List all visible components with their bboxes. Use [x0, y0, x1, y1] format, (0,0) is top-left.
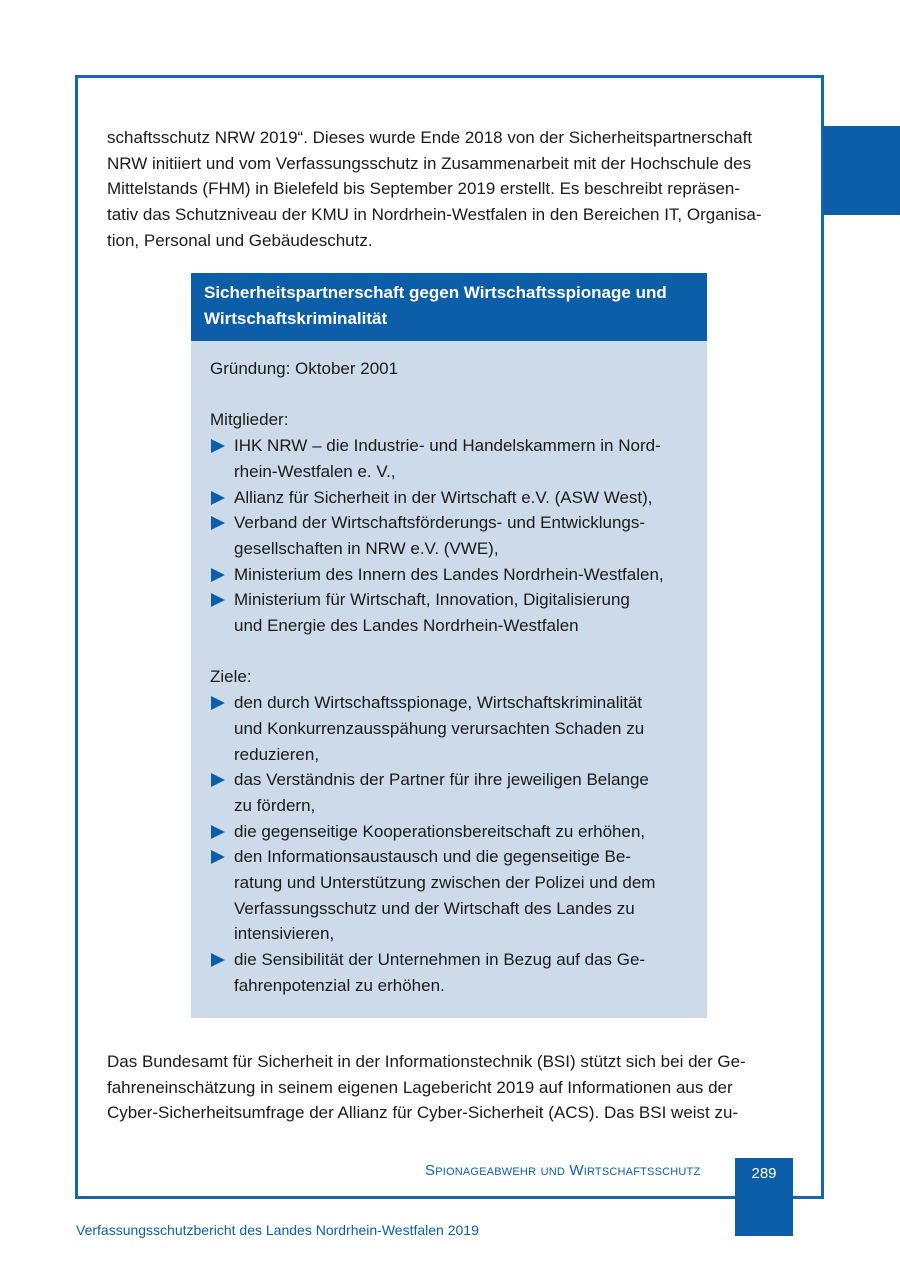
- text-line: Verfassungsschutz und der Wirtschaft des Landes zu: [234, 898, 635, 918]
- member-item: [210, 587, 695, 638]
- text-line: Verband der Wirtschaftsförderungs- und Entwicklungs-: [234, 513, 646, 533]
- text-line: rhein-Westfalen e. V.,: [234, 461, 396, 481]
- text-line: den Informationsaustausch und die gegenseitige Be-: [234, 847, 631, 867]
- text-line: Ministerium des Innern des Landes Nordrhein-Westfalen,: [234, 564, 664, 584]
- goal-item: [210, 690, 695, 767]
- triangle-bullet-icon: [210, 587, 234, 613]
- text-line: und Energie des Landes Nordrhein-Westfalen: [234, 616, 579, 636]
- chapter-side-tab: [823, 126, 900, 215]
- text-line: den durch Wirtschaftsspionage, Wirtschaftskriminalität: [234, 693, 643, 713]
- page-number-box: [735, 1158, 793, 1236]
- goal-item: [210, 947, 695, 998]
- triangle-bullet-icon: [210, 485, 234, 511]
- triangle-bullet-icon: [210, 767, 234, 793]
- goal-item: [210, 819, 695, 845]
- member-text: [234, 510, 645, 561]
- goals-heading: Ziele:: [210, 667, 252, 687]
- text-line: NRW initiiert und vom Verfassungsschutz in Zusammenarbeit mit der Hochschule des: [107, 153, 752, 173]
- member-item: [210, 485, 695, 511]
- member-text: [234, 485, 653, 511]
- text-line: fahrenpotenzial zu erhöhen.: [234, 975, 445, 995]
- founding-date: Gründung: Oktober 2001: [210, 359, 399, 378]
- text-line: zu fördern,: [234, 795, 316, 815]
- triangle-bullet-icon: [210, 690, 234, 716]
- goal-text: [234, 690, 644, 767]
- text-line: und Konkurrenzausspähung verursachten Schaden zu: [234, 718, 645, 738]
- goal-text: [234, 819, 645, 845]
- text-line: Cyber-Sicherheitsumfrage der Allianz für Cyber-Sicherheit (ACS). Das BSI weist zu-: [107, 1103, 739, 1123]
- member-text: [234, 433, 661, 484]
- triangle-bullet-icon: [210, 433, 234, 459]
- triangle-bullet-icon: [210, 844, 234, 870]
- bottom-paragraph: [107, 1049, 787, 1126]
- spacer: [210, 382, 695, 408]
- page-number: 289: [751, 1165, 777, 1182]
- text-line: Mittelstands (FHM) in Bielefeld bis September 2019 erstellt. Es beschreibt repräsen-: [107, 179, 741, 199]
- text-line: gesellschaften in NRW e.V. (VWE),: [234, 538, 499, 558]
- goal-text: [234, 844, 655, 947]
- report-title: Verfassungsschutzbericht des Landes Nordrhein-Westfalen 2019: [76, 1222, 479, 1238]
- text-line: tion, Personal und Gebäudeschutz.: [107, 230, 373, 250]
- triangle-bullet-icon: [210, 510, 234, 536]
- triangle-bullet-icon: [210, 562, 234, 588]
- goal-item: [210, 767, 695, 818]
- info-box-title: [191, 273, 707, 341]
- text-line: Ministerium für Wirtschaft, Innovation, Digitalisierung: [234, 590, 630, 610]
- goal-item: [210, 844, 695, 947]
- title-line: Wirtschaftskriminalität: [204, 309, 388, 328]
- text-line: schaftsschutz NRW 2019“. Dieses wurde Ende 2018 von der Sicherheitspartnerschaft: [107, 128, 753, 147]
- goal-text: [234, 947, 645, 998]
- info-box-body: [191, 341, 707, 999]
- triangle-bullet-icon: [210, 947, 234, 973]
- member-text: [234, 562, 664, 588]
- text-line: Allianz für Sicherheit in der Wirtschaft e.V. (ASW West),: [234, 487, 653, 507]
- spacer: [210, 639, 695, 665]
- section-title: Spionageabwehr und Wirtschaftsschutz: [425, 1162, 701, 1179]
- member-text: [234, 587, 630, 638]
- text-line: reduzieren,: [234, 744, 320, 764]
- text-line: intensivieren,: [234, 924, 335, 944]
- text-line: die gegenseitige Kooperationsbereitschaft zu erhöhen,: [234, 821, 646, 841]
- text-line: IHK NRW – die Industrie- und Handelskammern in Nord-: [234, 436, 661, 456]
- top-paragraph: [107, 125, 787, 254]
- text-line: Das Bundesamt für Sicherheit in der Informationstechnik (BSI) stützt sich bei der Ge-: [107, 1052, 746, 1071]
- title-line: Sicherheitspartnerschaft gegen Wirtschaftsspionage und: [204, 283, 667, 302]
- text-line: ratung und Unterstützung zwischen der Polizei und dem: [234, 873, 656, 893]
- text-line: das Verständnis der Partner für ihre jeweiligen Belange: [234, 770, 649, 790]
- member-item: [210, 510, 695, 561]
- text-line: tativ das Schutzniveau der KMU in Nordrhein-Westfalen in den Bereichen IT, Organisa-: [107, 205, 762, 225]
- members-heading: Mitglieder:: [210, 410, 289, 430]
- triangle-bullet-icon: [210, 819, 234, 845]
- text-line: fahreneinschätzung in seinem eigenen Lagebericht 2019 auf Informationen aus der: [107, 1077, 733, 1097]
- info-box: [191, 273, 707, 1018]
- text-line: die Sensibilität der Unternehmen in Bezug auf das Ge-: [234, 950, 646, 970]
- goal-text: [234, 767, 649, 818]
- member-item: [210, 433, 695, 484]
- member-item: [210, 562, 695, 588]
